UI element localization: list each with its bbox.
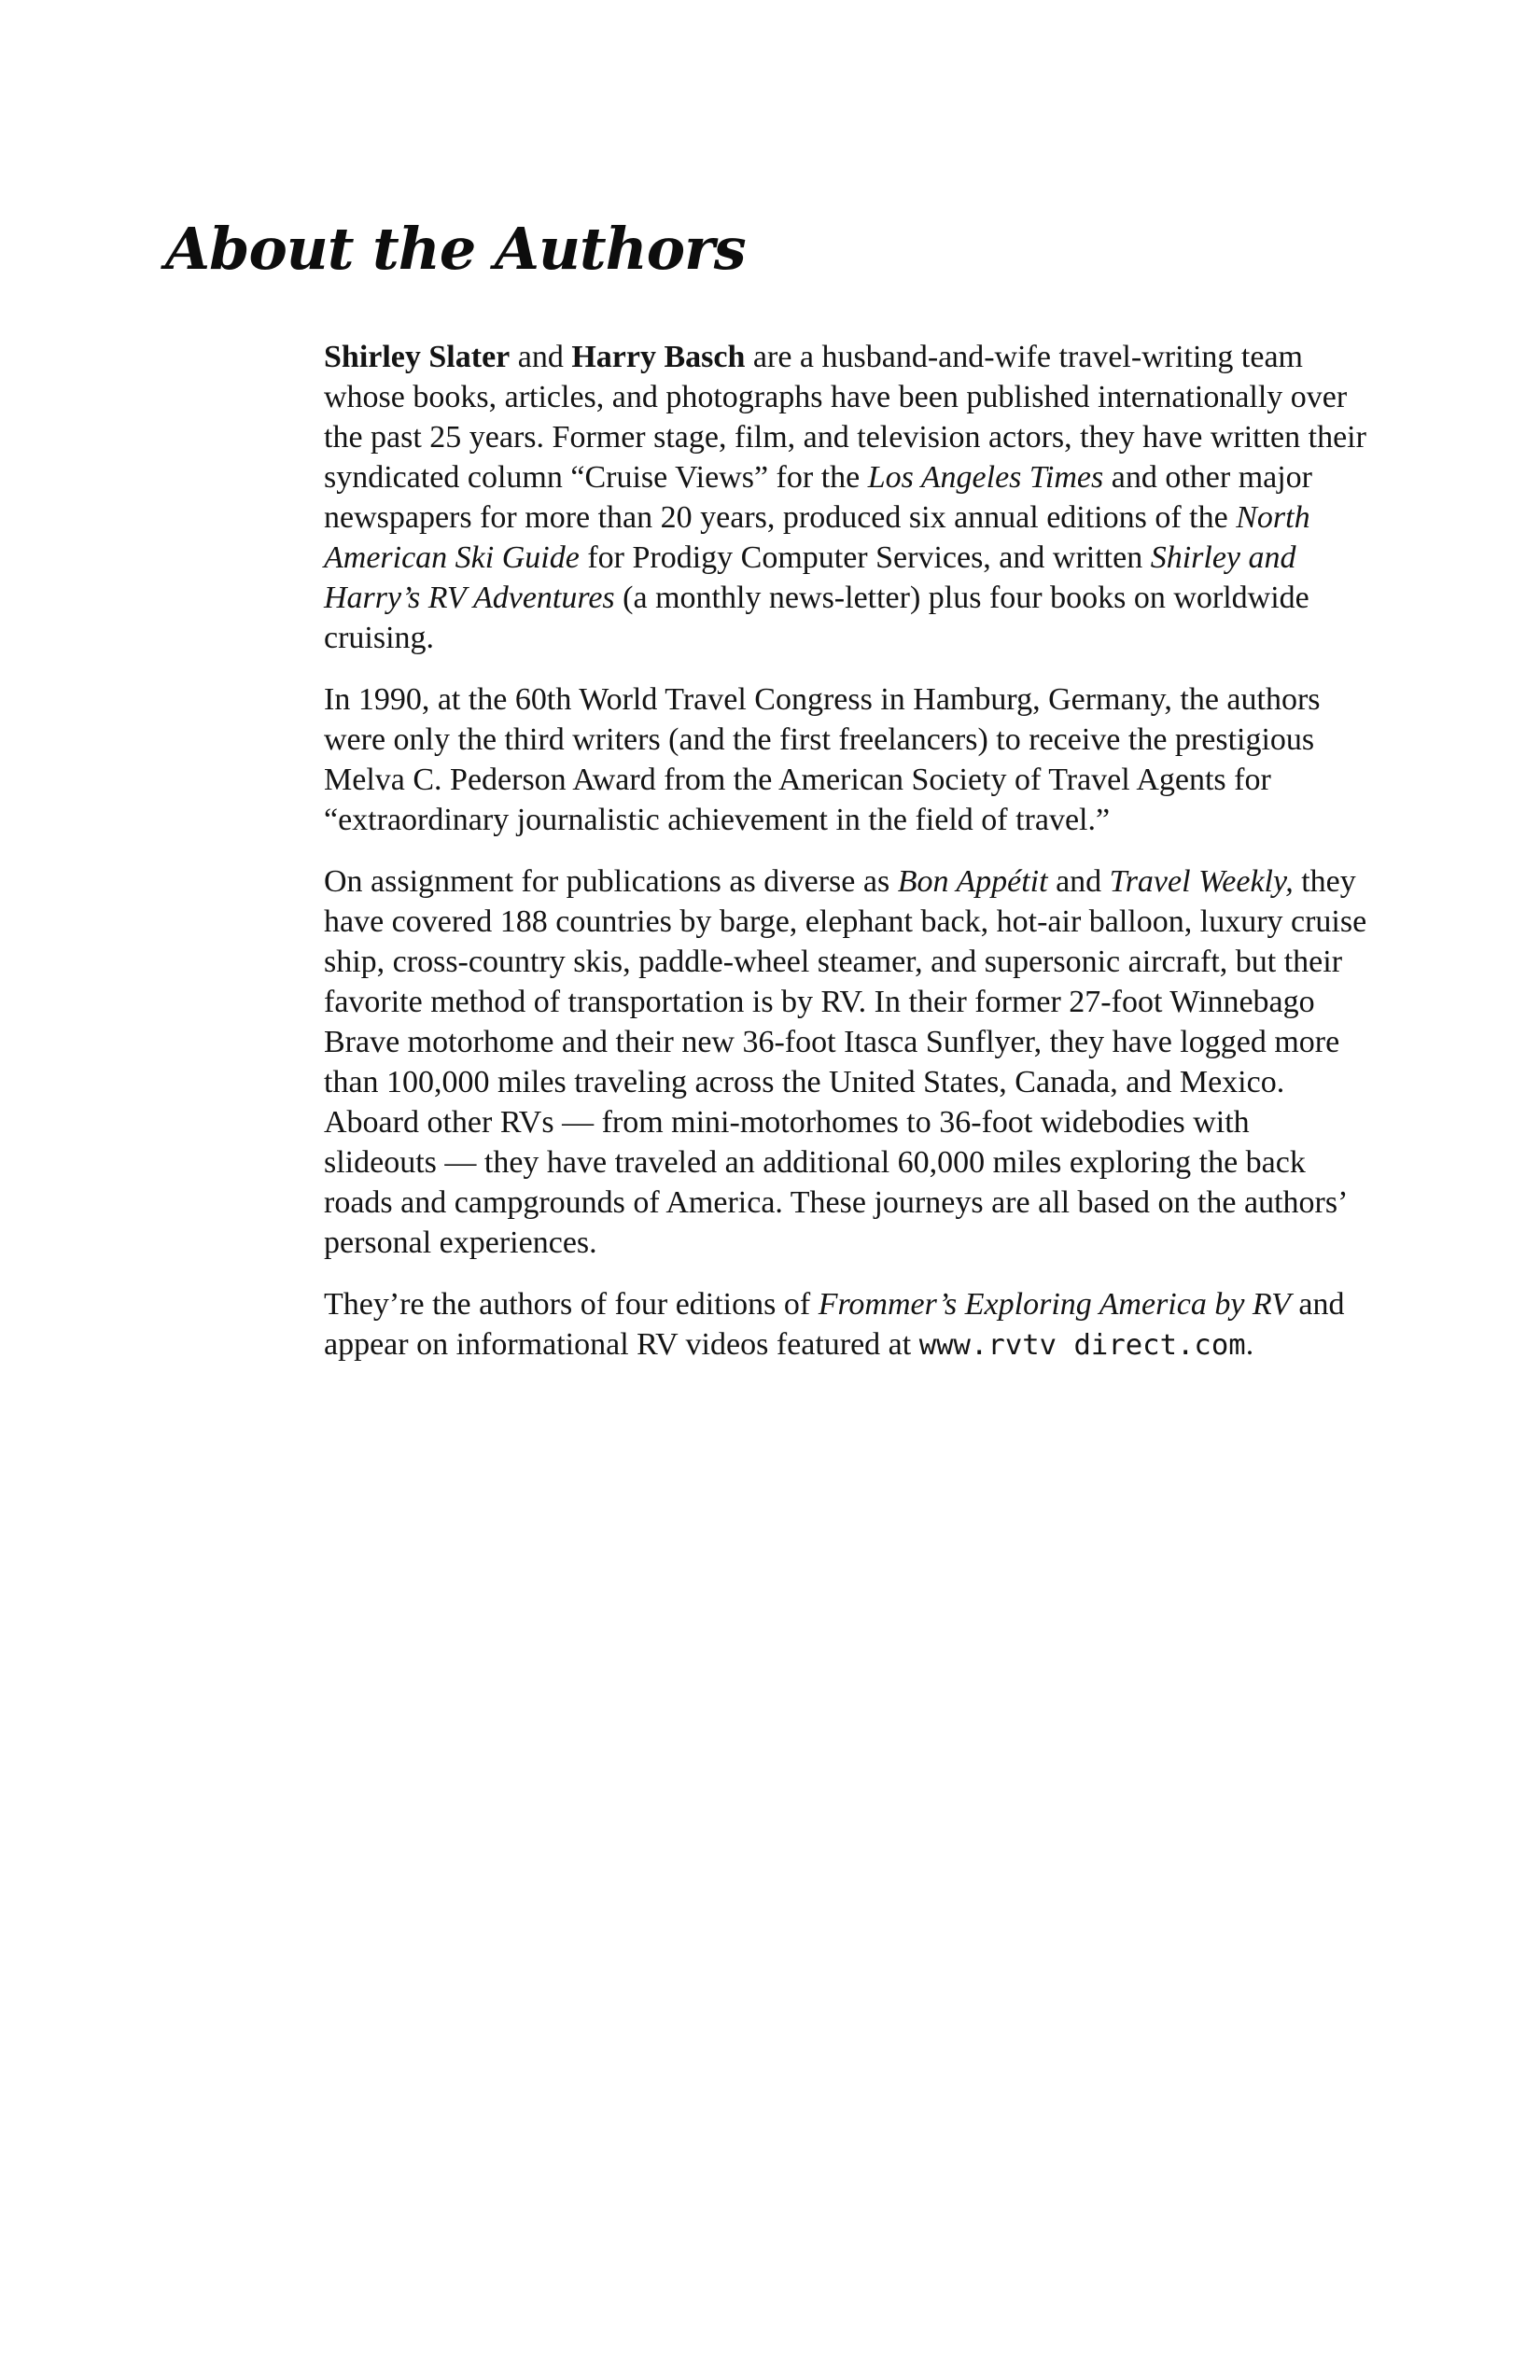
paragraph-bio-intro: Shirley Slater and Harry Basch are a husband-and-wife travel-writing team whose books, articles, and photographs have been published internationally over the past 25 years. Former stage, film, and television actors, they have written their syndicated column “Cruise Views” for the Los Angeles Times and other major newspapers for more than 20 years, produced six annual editions of the North American Ski Guide for Prodigy Computer Services, and written Shirley and Harry’s RV Adventures (a monthly news-letter) plus four books on worldwide cruising.: [324, 340, 1366, 656]
page-title: About the Authors: [165, 215, 746, 283]
about-authors-text: [324, 337, 1367, 1365]
paragraph-award: In 1990, at the 60th World Travel Congress in Hamburg, Germany, the authors were only the third writers (and the first freelancers) to receive the prestigious Melva C. Pederson Award from the American Society of Travel Agents for “extraordinary journalistic achievement in the field of travel.”: [324, 682, 1321, 838]
paragraph-travels: On assignment for publications as diverse as Bon Appétit and Travel Weekly, they have covered 188 countries by barge, elephant back, hot-air balloon, luxury cruise ship, cross-country skis, paddle-wheel steamer, and supersonic aircraft, but their favorite method of transportation is by RV. In their former 27-foot Winnebago Brave motorhome and their new 36-foot Itasca Sunflyer, they have logged more than 100,000 miles traveling across the United States, Canada, and Mexico. Aboard other RVs — from mini-motorhomes to 36-foot widebodies with slideouts — they have traveled an additional 60,000 miles exploring the back roads and campgrounds of America. These journeys are all based on the authors’ personal experiences.: [324, 864, 1367, 1261]
paragraph-books-videos: They’re the authors of four editions of Frommer’s Exploring America by RV and appear on informational RV videos featured at www.rvtv direct.com.: [324, 1287, 1345, 1363]
